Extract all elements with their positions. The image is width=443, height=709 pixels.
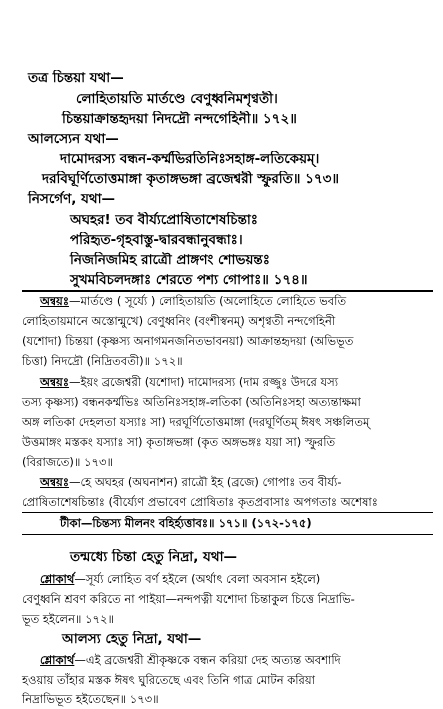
verse-174-line-1: অঘহর! তব বীর্য্যপ্রোষিতাশেষচিন্তাঃ — [70, 212, 259, 228]
translation-172-intro: তন্মধ্যে চিন্তা হেতু নিদ্রা, যথা— — [70, 549, 237, 565]
translation-172-line-1: শ্লোকার্থ—সূর্য্য লোহিত বর্ণ হইলে (অর্থাৎ বেলা অবসান হইলে) — [40, 572, 321, 586]
section-divider — [22, 290, 433, 292]
verse-174-line-2: পরিহৃত-গৃহবাস্তু-দ্বারবন্ধানুবন্ধাঃ। — [70, 232, 243, 248]
anvaya-label: অন্বয়ঃ — [40, 294, 69, 308]
anvaya-173-line-5: (বিরাজতে)॥ ১৭৩॥ — [22, 455, 113, 469]
verse-173-line-2: দরবিঘূর্ণিতোত্তমাঙ্গা কৃতাঙ্গভঙ্গা ব্রজেশ্বরী স্ফুরতি॥ ১৭৩॥ — [42, 171, 340, 187]
anvaya-172-line-4: চিত্তা) নিদদ্রৌ (নিদ্রিতবতী)॥ ১৭২॥ — [22, 354, 183, 368]
anvaya-173-line-4: উত্তমাঙ্গং মস্তকং যস্যাঃ সা) কৃতাঙ্গভঙ্গা (কৃত অঙ্গভঙ্গঃ যয়া সা) স্ফুরতি — [22, 435, 336, 449]
anvaya-172-line-2: লোহিতায়মানে অস্তোন্মুখে) বেণুধ্বনিং (বংশীস্বনম্) অশৃণ্বতী নন্দগেহিনী — [22, 314, 336, 328]
tika-divider-top — [22, 512, 433, 513]
translation-173-line-1: শ্লোকার্থ—এই ব্রজেশ্বরী শ্রীকৃষ্ণকে বন্ধন করিয়া দেহ অত্যন্ত অবশাদি — [40, 653, 341, 667]
translation-172-line-2: বেণুধ্বনি শ্রবণ করিতে না পাইয়া—নন্দপত্নী যশোদা চিন্তাকুল চিত্তে নিদ্রাভি- — [22, 592, 355, 606]
anvaya-174-line-1: অন্বয়ঃ—হে অঘহর (অঘনাশন) রাত্রৌ ইহ (ব্রজে) গোপাঃ তব বীর্য্য- — [40, 475, 342, 489]
translation-173-intro: আলস্য হেতু নিদ্রা, যথা— — [62, 631, 202, 647]
shlokartha-label: শ্লোকার্থ — [40, 572, 75, 586]
verse-173-line-1: দামোদরস্য বন্ধন-কর্ম্মভিরতিনিঃসহাঙ্গ-লতিকেয়ম্। — [60, 151, 320, 167]
anvaya-172-line-1: অন্বয়ঃ—মার্তণ্ডে ( সূর্য্যে ) লোহিতায়তি (অলোহিতে লোহিতে ভবতি — [40, 294, 347, 308]
verse-172-line-2: চিন্তয়াক্রান্তহৃদয়া নিদদ্রৌ নন্দগেহিনী॥ ১৭২॥ — [62, 111, 297, 127]
tika-note: টীকা—চিন্তস্য মীলনং বহির্হ্যত্তাবঃ॥ ১৭১॥ (১৭২-১৭৫) — [60, 516, 312, 530]
verse-172-line-1: লোহিতায়তি মার্তণ্ডে বেণুধ্বনিমশৃণ্বতী। — [76, 91, 278, 107]
anvaya-label: অন্বয়ঃ — [40, 475, 69, 489]
anvaya-174-line-2: প্রোষিতাশেষচিন্তাঃ (বীর্য্যেণ প্রভাবেণ প্রোষিতাঃ কৃতপ্রবাসাঃ অপগতাঃ অশেষাঃ — [22, 495, 378, 509]
tika-divider-bottom — [22, 534, 433, 535]
verse-174-line-4: সুখমবিচলদঙ্গাঃ শেরতে পশ্য গোপাঃ॥ ১৭৪॥ — [70, 272, 308, 288]
anvaya-173-line-1: অন্বয়ঃ—ইয়ং ব্রজেশ্বরী (যশোদা) দামোদরস্য (দাম রজ্জুঃ উদরে যস্য — [40, 375, 339, 389]
verse-174-line-3: নিজনিজমিহ রাত্রৌ প্রাঙ্গণং শোভয়ন্তঃ — [70, 252, 270, 268]
verse-174-intro: নিসর্গেণ, যথা— — [28, 191, 116, 207]
anvaya-172-line-3: (যশোদা) চিন্তয়া (কৃষ্ণস্য অনাগমনজনিতভাবনয়া) আক্রান্তহৃদয়া (অভিভূত — [22, 334, 354, 348]
verse-173-intro: আলস্যেন যথা— — [28, 131, 119, 147]
translation-173-line-2: হওয়ায় তাঁহার মস্তক ঈষৎ ঘুরিতেছে এবং তিনি গাত্র মোটন করিয়া — [22, 673, 315, 687]
translation-172-line-3: ভূত হইলেন॥ ১৭২॥ — [22, 612, 115, 626]
verse-172-intro: তত্র চিন্তয়া যথা— — [28, 70, 124, 86]
anvaya-173-line-3: অঙ্গ লতিকা দেহলতা যস্যাঃ সা) দরঘূর্ণিতোত্তমাঙ্গা (দরঘূর্ণিতম্ ঈষৎ সঞ্চলিতম্ — [22, 415, 370, 429]
anvaya-173-line-2: তস্য কৃষ্ণস্য) বন্ধনকর্ম্মভিঃ অতিনিঃসহাঙ্গ-লতিকা (অতিনিঃসহা অত্যন্তাক্ষমা — [22, 395, 361, 409]
shlokartha-label: শ্লোকার্থ — [40, 653, 75, 667]
anvaya-label: অন্বয়ঃ — [40, 375, 69, 389]
translation-173-line-3: নিদ্রাভিভূত হইতেছেন॥ ১৭৩॥ — [22, 692, 159, 706]
